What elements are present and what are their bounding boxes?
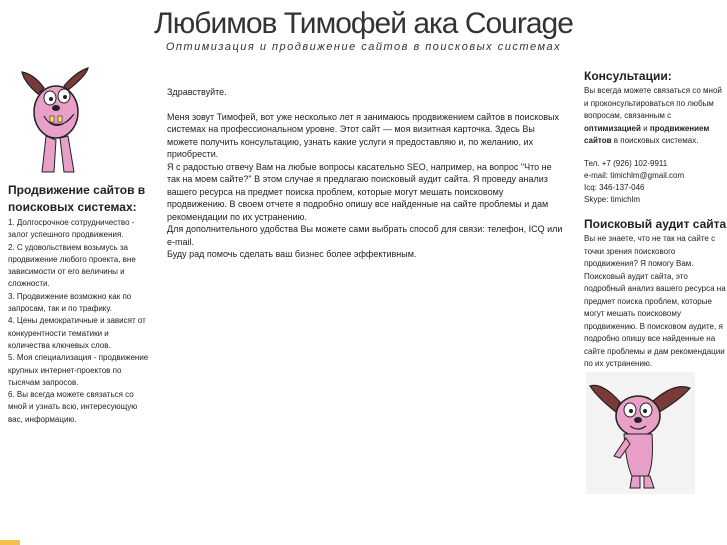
consultations-heading: Консультации: — [584, 69, 672, 83]
list-item: 4. Цены демократичные и зависят от конкурентности тематики и количества ключевых слов. — [8, 316, 146, 350]
audit-text: Вы не знаете, что не так на сайте с точки зрения поискового продвижения? Я помогу Вам. Поисковый аудит сайта, это подробный анализ вашего ресурса на предмет поиска проблем, которые могут мешать поисковому продвижению. В поисковом аудите, я подробно опишу все найденные на сайте проблемы и дам рекомендации по их устранению. — [584, 234, 726, 368]
list-item: 5. Моя специализация - продвижение крупных интернет-проектов по тысячам запросов. — [8, 353, 149, 387]
closing-paragraph: Буду рад помочь сделать ваш бизнес более эффективным. — [167, 249, 417, 259]
audit-paragraph: Я с радостью отвечу Вам на любые вопросы касательно SEO, например, на вопрос "Что не так на моем сайте?" В этом случае я предлагаю поисковый аудит сайта. Я проведу анализ вашего ресурса на предмет поиска проблем, которые могут мешать поисковому продвижению. В своем отчете я подробно опишу все найденные на сайте проблемы и дам рекомендации по их устранению. — [167, 161, 552, 222]
main-content — [167, 86, 564, 261]
promotion-bold: продвижением сайтов — [584, 123, 710, 145]
list-item: 2. С удовольствием возьмусь за продвижение любого проекта, вне зависимости от его величины и сложности. — [8, 242, 136, 289]
left-heading: Продвижение сайтов в поисковых системах: — [8, 183, 146, 214]
skype: Skype: timichlm — [584, 195, 641, 204]
courage-mascot-image-2 — [586, 372, 695, 494]
intro-paragraph: Меня зовут Тимофей, вот уже несколько лет я занимаюсь продвижением сайтов в поисковых системах на профессиональном уровне. Этот сайт — моя визитная карточка. Здесь Вы можете получить консультацию, узнать какие услуги я предоставляю и, по желанию, их приобрести. — [167, 111, 559, 159]
email: e-mail: timichlm@gmail.com — [584, 171, 685, 180]
audit-heading: Поисковый аудит сайта — [584, 217, 727, 231]
contact-info — [584, 158, 727, 206]
site-subtitle: Оптимизация и продвижение сайтов в поисковых системах — [165, 41, 562, 53]
consult-text-end: в поисковых системах. — [613, 136, 699, 145]
site-title: Любимов Тимофей ака Courage — [154, 7, 573, 40]
seo-promotion-list — [8, 217, 151, 426]
icq: Icq: 346-137-046 — [584, 183, 645, 192]
consult-text-start: Вы всегда можете связаться со мной и проконсультироваться по любым вопросам, связанным с — [584, 86, 722, 120]
contact-paragraph: Для дополнительного удобства Вы можете сами выбрать способ для связи: телефон, ICQ или e-mail. — [167, 224, 563, 247]
corner-bar — [0, 540, 20, 545]
greeting-text: Здравствуйте. — [167, 87, 227, 97]
list-item: 6. Вы всегда можете связаться со мной и узнать всю, интересующую вас, информацию. — [8, 390, 138, 424]
optimization-bold: оптимизацией — [584, 123, 641, 133]
phone: Тел. +7 (926) 102-9911 — [584, 159, 668, 168]
list-item: 1. Долгосрочное сотрудничество - залог успешного продвижения. — [8, 218, 135, 240]
courage-mascot-image — [20, 64, 90, 176]
list-item: 3. Продвижение возможно как по запросам, так и по трафику. — [8, 291, 132, 314]
consultations-text — [584, 85, 727, 148]
consult-and: и — [643, 123, 648, 133]
